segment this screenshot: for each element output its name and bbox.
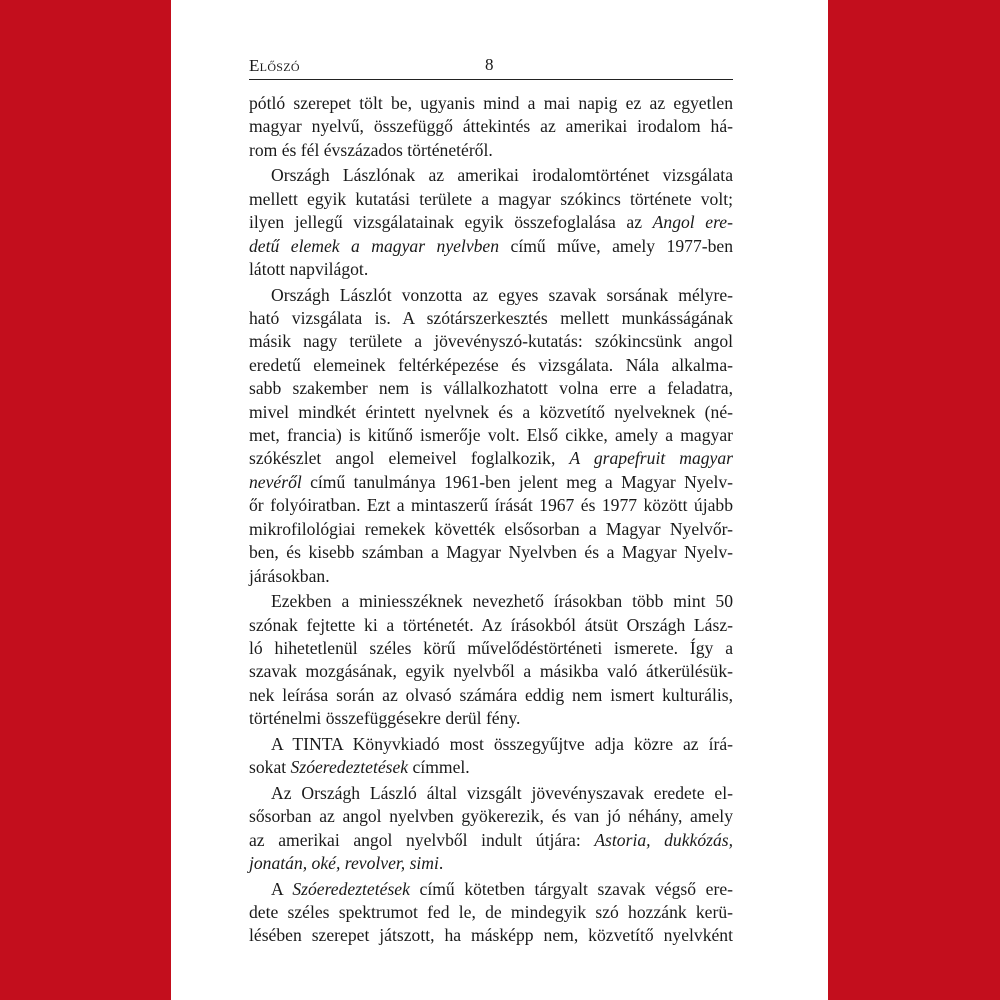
text-line bbox=[249, 684, 733, 707]
text-line bbox=[249, 590, 733, 613]
text-line bbox=[249, 782, 733, 805]
text-run: Ezekben a miniesszéknek nevezhető írásokban több mint 50 bbox=[271, 591, 733, 612]
text-line bbox=[249, 235, 733, 258]
text-run: Az Országh László által vizsgált jövevényszavak eredete el- bbox=[271, 782, 733, 803]
text-run: magyar nyelvű, összefüggő áttekintés az amerikai irodalom há- bbox=[249, 116, 733, 137]
text-run: lésében szerepet játszott, ha másképp nem, közvetítő nyelvként bbox=[249, 925, 733, 946]
body-text bbox=[249, 92, 733, 948]
text-run: szavak mozgásának, egyik nyelvből a másikba való átkerülésük- bbox=[249, 661, 733, 682]
text-line bbox=[249, 733, 733, 756]
text-line bbox=[249, 115, 733, 138]
running-head bbox=[249, 55, 733, 80]
paragraph bbox=[249, 92, 733, 162]
text-line bbox=[249, 377, 733, 400]
text-line bbox=[249, 258, 733, 281]
text-line bbox=[249, 330, 733, 353]
text-line bbox=[249, 164, 733, 187]
text-run: történelmi összefüggésekre derül fény. bbox=[249, 708, 521, 729]
text-line bbox=[249, 541, 733, 564]
running-title: Előszó bbox=[249, 56, 300, 75]
text-line bbox=[249, 852, 733, 875]
text-line bbox=[249, 637, 733, 660]
text-line bbox=[249, 471, 733, 494]
text-line bbox=[249, 92, 733, 115]
italic-title-text: A grapefruit magyar bbox=[569, 448, 733, 469]
text-run: ilyen jellegű vizsgálatainak egyik összefoglalása az bbox=[249, 212, 653, 233]
text-run: sősorban az angol nyelvben gyökerezik, és van jó néhány, amely bbox=[249, 806, 733, 827]
italic-title-text: Szóeredeztetések bbox=[290, 757, 409, 778]
text-run: . bbox=[438, 852, 444, 873]
text-line bbox=[249, 805, 733, 828]
text-run: járásokban. bbox=[249, 565, 330, 586]
text-line bbox=[249, 614, 733, 637]
text-run: A TINTA Könyvkiadó most összegyűjtve adja közre az írá- bbox=[271, 733, 733, 754]
text-run: másik nagy területe a jövevényszó-kutatás: szókincsünk angol bbox=[249, 331, 733, 352]
text-run: ható vizsgálata is. A szótárszerkesztés mellett munkásságának bbox=[249, 308, 733, 329]
text-run: szókészlet angol elemeivel foglalkozik, bbox=[249, 448, 570, 469]
text-line bbox=[249, 284, 733, 307]
text-line bbox=[249, 518, 733, 541]
text-run: sokat bbox=[249, 757, 291, 778]
text-line bbox=[249, 211, 733, 234]
text-line bbox=[249, 924, 733, 947]
text-run: ben, és kisebb számban a Magyar Nyelvben és a Magyar Nyelv- bbox=[249, 542, 733, 563]
text-run: című tanulmánya 1961-ben jelent meg a Magyar Nyelv- bbox=[301, 471, 733, 492]
text-run: A bbox=[271, 878, 293, 899]
text-run: című kötetben tárgyalt szavak végső ere- bbox=[409, 878, 733, 899]
paragraph bbox=[249, 590, 733, 730]
text-run: látott napvilágot. bbox=[249, 259, 369, 280]
paragraph bbox=[249, 164, 733, 281]
text-run: Országh Lászlót vonzotta az egyes szavak sorsának mélyre- bbox=[271, 284, 733, 305]
italic-title-text: Astoria, dukkózás, bbox=[594, 829, 734, 850]
text-line bbox=[249, 565, 733, 588]
text-line bbox=[249, 307, 733, 330]
text-line bbox=[249, 188, 733, 211]
italic-title-text: Angol ere- bbox=[652, 212, 733, 233]
text-run: őr folyóiratban. Ezt a mintaszerű írását 1967 és 1977 között újabb bbox=[249, 495, 733, 516]
text-run: című műve, amely 1977-ben bbox=[499, 235, 734, 256]
text-line bbox=[249, 901, 733, 924]
text-line bbox=[249, 829, 733, 852]
text-run: dete széles spektrumot fed le, de mindegyik szó hozzánk kerü- bbox=[249, 901, 733, 922]
italic-title-text: nevéről bbox=[249, 471, 302, 492]
text-run: Országh Lászlónak az amerikai irodalomtörténet vizsgálata bbox=[271, 165, 733, 186]
text-line bbox=[249, 447, 733, 470]
text-line bbox=[249, 139, 733, 162]
text-run: sabb szakember nem is vállalkozhatott volna erre a feladatra, bbox=[249, 378, 733, 399]
text-line bbox=[249, 707, 733, 730]
text-line bbox=[249, 354, 733, 377]
text-run: nek leírása során az olvasó számára eddig nem ismert kulturális, bbox=[249, 684, 733, 705]
text-run: mikrofilológiai remekek követték elsősorban a Magyar Nyelvőr- bbox=[249, 518, 733, 539]
text-run: ló hihetetlenül széles körű művelődéstörténeti ismerete. Így a bbox=[249, 637, 733, 658]
book-page bbox=[171, 0, 828, 1000]
text-run: mellett egyik kutatási területe a magyar szókincs története volt; bbox=[249, 188, 733, 209]
text-run: pótló szerepet tölt be, ugyanis mind a mai napig ez az egyetlen bbox=[249, 93, 733, 113]
text-run: címmel. bbox=[408, 757, 470, 778]
italic-title-text: detű elemek a magyar nyelvben bbox=[249, 235, 500, 256]
page-number: 8 bbox=[485, 55, 494, 74]
text-run: szónak fejtette ki a történetét. Az írásokból átsüt Országh Lász- bbox=[249, 614, 733, 635]
text-run: eredetű elemeinek feltérképezése és vizsgálata. Nála alkalma- bbox=[249, 354, 733, 375]
text-line bbox=[249, 424, 733, 447]
text-line bbox=[249, 494, 733, 517]
text-run: az amerikai angol nyelvből indult útjára: bbox=[249, 829, 595, 850]
text-run: rom és fél évszázados történetéről. bbox=[249, 139, 493, 160]
paragraph bbox=[249, 782, 733, 876]
text-run: met, francia) is kitűnő ismerője volt. Első cikke, amely a magyar bbox=[249, 425, 733, 446]
paragraph bbox=[249, 878, 733, 948]
paragraph bbox=[249, 284, 733, 588]
paragraph bbox=[249, 733, 733, 780]
text-line bbox=[249, 878, 733, 901]
text-line bbox=[249, 756, 733, 779]
italic-title-text: Szóeredeztetések bbox=[292, 878, 410, 899]
text-line bbox=[249, 401, 733, 424]
left-red-band bbox=[0, 0, 171, 1000]
right-red-band bbox=[828, 0, 1000, 1000]
italic-title-text: jonatán, oké, revolver, simi bbox=[249, 852, 439, 873]
text-line bbox=[249, 660, 733, 683]
text-run: mivel mindkét érintett nyelvnek és a közvetítő nyelveknek (né- bbox=[249, 401, 733, 422]
